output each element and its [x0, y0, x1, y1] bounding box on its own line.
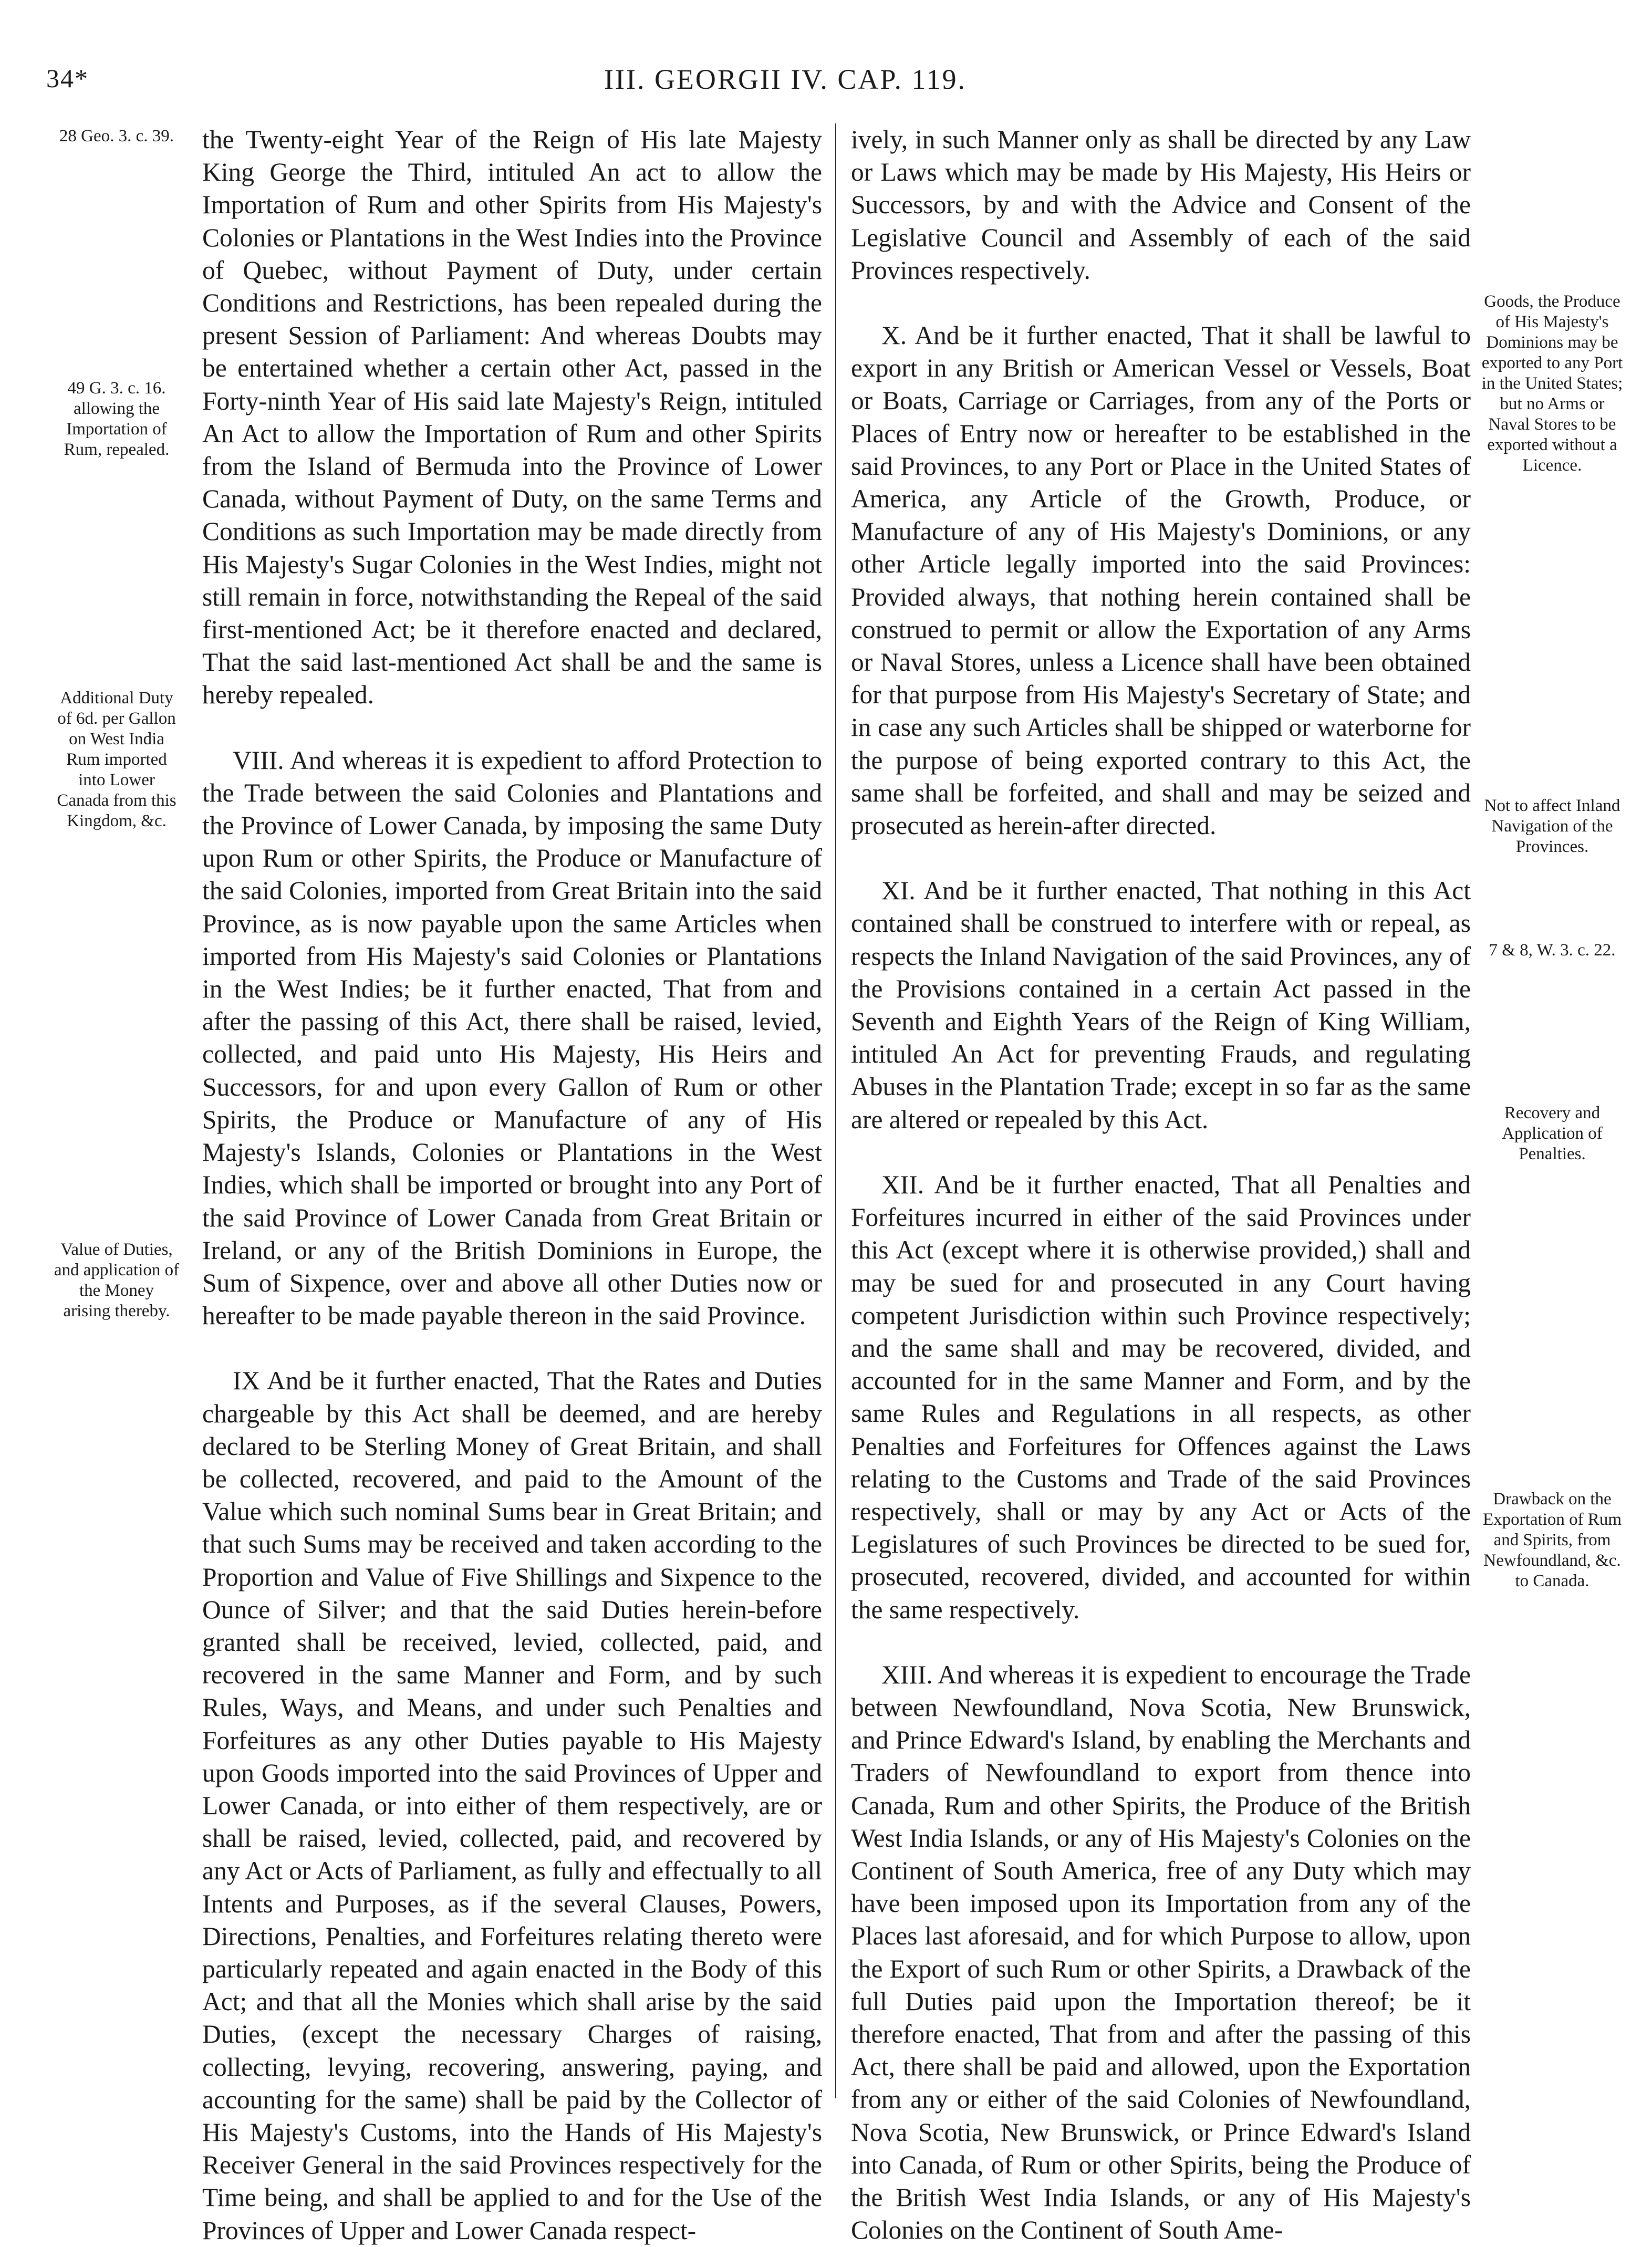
margin-note-additional-duty: Additional Duty of 6d. per Gallon on West India Rum imported into Lower Canada from this Kingdom, &c.: [57, 689, 176, 830]
paragraph-repeal: the Twenty-eight Year of the Reign of His late Majesty King George the Third, intituled An act to allow the Importation of Rum and other Spirits from His Majesty's Colonies or Plantations in the West Indies into the Province of Quebec, without Payment of Duty, under certain Conditions and Restrictions, has been repealed during the present Session of Parliament: And whereas Doubts may be entertained whether a certain other Act, passed in the Forty-ninth Year of His said late Majesty's Reign, intituled An Act to allow the Importation of Rum and other Spirits from the Island of Bermuda into the Province of Lower Canada, without Payment of Duty, on the same Terms and Conditions as such Importation may be made directly from His Majesty's Sugar Colonies in the West Indies, might not still remain in force, notwithstanding the Repeal of the said first-mentioned Act; be it therefore enacted and declared, That the said last-mentioned Act shall be and the same is hereby repealed.: [202, 125, 822, 710]
section-xi: XI. And be it further enacted, That nothing in this Act contained shall be construed to interfere with or repeal, as respects the Inland Navigation of the said Provinces, any of the Provisions contained in a certain Act passed in the Seventh and Eighth Years of the Reign of King William, intituled An Act for preventing Frauds, and regulating Abuses in the Plantation Trade; except in so far as the same are altered or repealed by this Act.: [851, 876, 1471, 1134]
page-number: 34*: [46, 64, 89, 93]
paragraph-continuation: ively, in such Manner only as shall be directed by any Law or Laws which may be made by His Majesty, His Heirs or Successors, by and with the Advice and Consent of the Legislative Council and Assembly of each of the said Provinces respectively.: [851, 125, 1471, 285]
section-viii: VIII. And whereas it is expedient to afford Protection to the Trade between the said Colonies and Plantations and the Province of Lower Canada, by imposing the same Duty upon Rum or other Spirits, the Produce or Manufacture of the said Colonies, imported from Great Britain into the said Province, as is now payable upon the same Articles when imported from His Majesty's said Colonies or Plantations in the West Indies; be it further enacted, That from and after the passing of this Act, there shall be raised, levied, collected, and paid unto His Majesty, His Heirs and Successors, for and upon every Gallon of Rum or other Spirits, the Produce or Manufacture of any of His Majesty's Islands, Colonies or Plantations in the West Indies, which shall be imported or brought into any Port of the said Province of Lower Canada from Great Britain or Ireland, or any of the British Dominions in Europe, the Sum of Sixpence, over and above all other Duties now or hereafter to be made payable thereon in the said Province.: [202, 745, 822, 1330]
column-divider: [835, 123, 836, 2098]
margin-note-7-8-w-3: 7 & 8, W. 3. c. 22.: [1489, 941, 1616, 960]
left-column: [202, 123, 822, 2247]
running-head: III. GEORGII IV. CAP. 119.: [604, 64, 967, 95]
section-xiii: XIII. And whereas it is expedient to encourage the Trade between Newfoundland, Nova Scotia, New Brunswick, and Prince Edward's Island, by enabling the Merchants and Traders of Newfoundland to export from thence into Canada, Rum and other Spirits, the Produce of the British West India Islands, or any of His Majesty's Colonies on the Continent of South America, free of any Duty which may have been imposed upon its Importation from any of the Places last aforesaid, and for which Purpose to allow, upon the Export of such Rum or other Spirits, a Drawback of the full Duties paid upon the Importation thereof; be it therefore enacted, That from and after the passing of this Act, there shall be paid and allowed, upon the Exportation from any or either of the said Colonies of Newfoundland, Nova Scotia, New Brunswick, or Prince Edward's Island into Canada, of Rum or other Spirits, being the Produce of the British West India Islands, or any of His Majesty's Colonies on the Continent of South Ame-: [851, 1660, 1471, 2245]
margin-note-28-geo-3: 28 Geo. 3. c. 39.: [59, 127, 174, 145]
right-column: [851, 123, 1471, 2246]
section-ix: IX And be it further enacted, That the Rates and Duties chargeable by this Act shall be deemed, and are hereby declared to be Sterling Money of Great Britain, and shall be collected, recovered, and paid to the Amount of the Value which such nominal Sums bear in Great Britain; and that such Sums may be received and taken according to the Proportion and Value of Five Shillings and Sixpence to the Ounce of Silver; and that the said Duties herein-before granted shall be received, levied, collected, paid, and recovered in the same Manner and Form, and by such Rules, Ways, and Means, and under such Penalties and Forfeitures as any other Duties payable to His Majesty upon Goods imported into the said Provinces of Upper and Lower Canada, or into either of them respectively, are or shall be raised, levied, collected, paid, and recovered by any Act or Acts of Parliament, as fully and effectually to all Intents and Purposes, as if the several Clauses, Powers, Directions, Penalties, and Forfeitures relating thereto were particularly repeated and again enacted in the Body of this Act; and that all the Monies which shall arise by the said Duties, (except the necessary Charges of raising, collecting, levying, recovering, answering, paying, and accounting for the same) shall be paid by the Collector of His Majesty's Customs, into the Hands of His Majesty's Receiver General in the said Provinces respectively for the Time being, and shall be applied to and for the Use of the Provinces of Upper and Lower Canada respect-: [202, 1366, 822, 2245]
margin-note-recovery-penalties: Recovery and Application of Penalties.: [1502, 1104, 1603, 1163]
margin-note-49-g-3: 49 G. 3. c. 16. allowing the Importation of Rum, repealed.: [64, 379, 170, 459]
margin-note-goods-export: Goods, the Produce of His Majesty's Dominions may be exported to any Port in the United States; but no Arms or Naval Stores to be exported without a Licence.: [1481, 292, 1623, 475]
margin-note-drawback: Drawback on the Exportation of Rum and Spirits, from Newfoundland, &c. to Canada.: [1483, 1490, 1622, 1590]
margin-note-value-of-duties: Value of Duties, and application of the Money arising thereby.: [54, 1240, 180, 1320]
margin-note-inland-navigation: Not to affect Inland Navigation of the Provinces.: [1484, 796, 1620, 856]
section-x: X. And be it further enacted, That it shall be lawful to export in any British or American Vessel or Vessels, Boat or Boats, Carriage or Carriages, from any of the Ports or Places of Entry now or hereafter to be established in the said Provinces, to any Port or Place in the United States of America, any Article of the Growth, Produce, or Manufacture of any of His Majesty's Dominions, or any other Article legally imported into the said Provinces: Provided always, that nothing herein contained shall be construed to permit or allow the Exportation of any Arms or Naval Stores, unless a Licence shall have been obtained for that purpose from His Majesty's Secretary of State; and in case any such Articles shall be shipped or waterborne for the purpose of being exported contrary to this Act, the same shall be forfeited, and shall and may be seized and prosecuted as herein-after directed.: [851, 321, 1471, 840]
section-xii: XII. And be it further enacted, That all Penalties and Forfeitures incurred in either of the said Provinces under this Act (except where it is otherwise provided,) shall and may be sued for and prosecuted in any Court having competent Jurisdiction within such Province respectively; and the same shall and may be recovered, divided, and accounted for in the same Manner and Form, and by the same Rules and Regulations in all respects, as other Penalties and Forfeitures for Offences against the Laws relating to the Customs and Trade of the said Provinces respectively, shall or may by any Act or Acts of the Legislatures of such Provinces be directed to be sued for, prosecuted, recovered, divided, and accounted for within the same respectively.: [851, 1170, 1471, 1624]
